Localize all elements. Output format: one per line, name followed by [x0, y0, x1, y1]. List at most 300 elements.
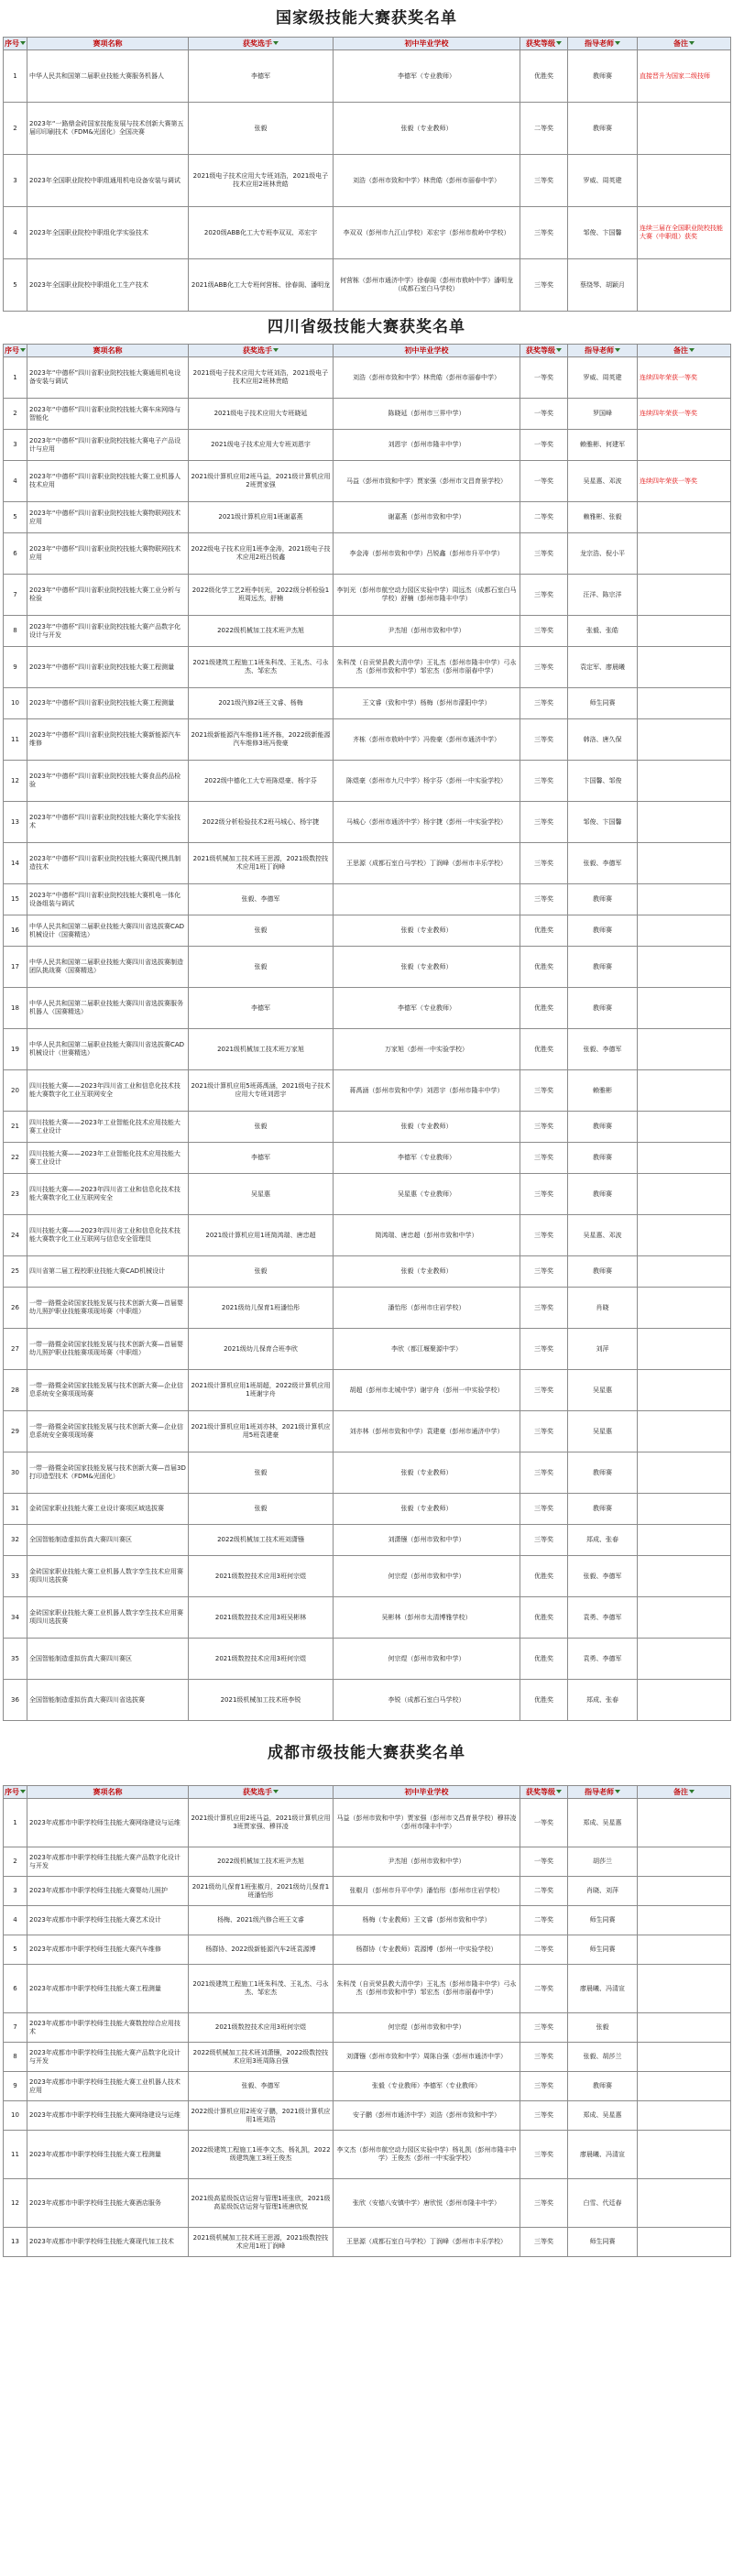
chengdu-award-table	[3, 1785, 731, 2257]
event-name: 2023年成都市中职学校师生技能大赛工程测量	[27, 1965, 189, 2013]
instructor: 卞国馨、邹俊	[568, 761, 638, 802]
middle-school: 张毅（专业教师）	[334, 1452, 520, 1494]
award-level: 一等奖	[520, 430, 568, 461]
middle-school	[334, 884, 520, 915]
table-row	[4, 2043, 731, 2072]
event-name: 2023年成都市中职学校师生技能大赛工程测量	[27, 2131, 189, 2179]
table-row	[4, 1799, 731, 1847]
award-level: 三等奖	[520, 1411, 568, 1452]
event-name: 2023年全国职业院校中职组化工生产技术	[27, 259, 189, 312]
winner-name: 李德军	[189, 50, 334, 103]
col-index-header	[4, 38, 27, 50]
row-index: 7	[4, 575, 27, 616]
remark	[638, 1906, 731, 1935]
winner-name: 2021级电子技术应用大专班刘浩，2021级电子技术应用2班林贵皓	[189, 155, 334, 207]
award-level: 优胜奖	[520, 947, 568, 988]
table-row	[4, 1143, 731, 1174]
instructor: 教师赛	[568, 103, 638, 155]
filter-dropdown-icon[interactable]	[689, 348, 695, 352]
row-index: 20	[4, 1070, 27, 1112]
table-row	[4, 688, 731, 719]
event-name: 四川技能大赛——2023年四川省工业和信息化技术技能大赛数字化工业互联网与信息安全管理员	[27, 1215, 189, 1256]
instructor: 郑成、张春	[568, 1525, 638, 1556]
col-event-header: 赛项名称	[27, 1786, 189, 1799]
col-level-header	[520, 345, 568, 357]
award-level: 二等奖	[520, 1935, 568, 1965]
winner-name: 2022级中德化工大专班陈煜豪、杨宇芬	[189, 761, 334, 802]
middle-school: 王思源（成都石室白马学校）丁润峰（彭州市丰乐学校）	[334, 843, 520, 884]
row-index: 11	[4, 2131, 27, 2179]
event-name: 2023年成都市中职学校师生技能大赛网络建设与运维	[27, 1799, 189, 1847]
winner-name: 张毅	[189, 1494, 334, 1525]
winner-name: 2021级幼儿保育1班潘怡彤	[189, 1288, 334, 1329]
row-index: 35	[4, 1639, 27, 1680]
row-index: 12	[4, 761, 27, 802]
middle-school: 李德军（专业教师）	[334, 988, 520, 1029]
award-level: 三等奖	[520, 2101, 568, 2131]
event-name: 四川技能大赛——2023年四川省工业和信息化技术技能大赛数字化工业互联网安全	[27, 1070, 189, 1112]
row-index: 14	[4, 843, 27, 884]
row-index: 8	[4, 616, 27, 647]
award-level: 三等奖	[520, 1215, 568, 1256]
winner-name: 2021级电子技术应用大专班刘浩，2021级电子技术应用2班林贵皓	[189, 357, 334, 399]
row-index: 12	[4, 2179, 27, 2228]
winner-name: 2021级计算机应用2班马益，2021级计算机应用3班贾家强、穆祥凌	[189, 1799, 334, 1847]
filter-dropdown-icon[interactable]	[273, 41, 279, 45]
winner-name: 2022级建筑工程施工1班李文杰、杨礼凯，2022级建筑施工3班王俊杰	[189, 2131, 334, 2179]
row-index: 13	[4, 2228, 27, 2257]
table-row	[4, 50, 731, 103]
winner-name: 李德军	[189, 1143, 334, 1174]
row-index: 2	[4, 399, 27, 430]
table-row	[4, 1906, 731, 1935]
middle-school: 李锐（成都石室白马学校）	[334, 1680, 520, 1721]
award-level: 二等奖	[520, 1877, 568, 1906]
winner-name: 2022级机械加工技术班尹杰旭	[189, 1847, 334, 1877]
remark	[638, 2013, 731, 2043]
remark	[638, 2101, 731, 2131]
award-level: 一等奖	[520, 357, 568, 399]
award-level: 三等奖	[520, 2131, 568, 2179]
row-index: 25	[4, 1256, 27, 1288]
instructor: 师生同赛	[568, 1935, 638, 1965]
header-label: 备注	[673, 38, 688, 48]
award-level: 三等奖	[520, 2179, 568, 2228]
filter-dropdown-icon[interactable]	[20, 1790, 26, 1793]
remark	[638, 103, 731, 155]
award-level: 三等奖	[520, 719, 568, 761]
row-index: 32	[4, 1525, 27, 1556]
table-row	[4, 802, 731, 843]
filter-dropdown-icon[interactable]	[615, 1790, 620, 1793]
remark	[638, 761, 731, 802]
award-level: 一等奖	[520, 461, 568, 502]
row-index: 13	[4, 802, 27, 843]
middle-school: 谢嘉燕（彭州市致和中学）	[334, 502, 520, 533]
table-row	[4, 1525, 731, 1556]
middle-school: 马城心（彭州市通济中学）杨宇捷（彭州一中实验学校）	[334, 802, 520, 843]
filter-dropdown-icon[interactable]	[556, 1790, 562, 1793]
row-index: 11	[4, 719, 27, 761]
award-level: 优胜奖	[520, 1680, 568, 1721]
chengdu-section-title: 成都市级技能大赛获奖名单	[268, 1744, 465, 1762]
award-level: 一等奖	[520, 399, 568, 430]
middle-school: 张毅（专业教师）	[334, 103, 520, 155]
instructor: 罗威、周英建	[568, 155, 638, 207]
remark	[638, 843, 731, 884]
winner-name: 2021级幼儿保育1班张椒月，2021级幼儿保育1班潘怡彤	[189, 1877, 334, 1906]
instructor: 蔡绕琴、胡颖月	[568, 259, 638, 312]
winner-name: 李德军	[189, 988, 334, 1029]
row-index: 7	[4, 2013, 27, 2043]
remark	[638, 988, 731, 1029]
remark	[638, 1525, 731, 1556]
row-index: 28	[4, 1370, 27, 1411]
event-name: 2023年全国职业院校中职组化学实验技术	[27, 207, 189, 259]
award-level: 优胜奖	[520, 988, 568, 1029]
award-level: 三等奖	[520, 2043, 568, 2072]
award-level: 三等奖	[520, 259, 568, 312]
col-school-header: 初中毕业学校	[334, 345, 520, 357]
instructor: 张毅	[568, 2013, 638, 2043]
remark	[638, 947, 731, 988]
award-level: 优胜奖	[520, 1556, 568, 1597]
award-level: 三等奖	[520, 1452, 568, 1494]
winner-name: 2021级高星级饭店运营与管理1班张欣，2021级高星级饭店运营与管理1班唐欣悦	[189, 2179, 334, 2228]
winner-name: 2021级建筑工程施工1班朱科茂、王礼杰、弓永杰、邹宏杰	[189, 1965, 334, 2013]
remark	[638, 884, 731, 915]
sichuan-award-table	[3, 344, 731, 1721]
table-row	[4, 761, 731, 802]
award-level: 二等奖	[520, 1965, 568, 2013]
row-index: 16	[4, 915, 27, 947]
table-row	[4, 259, 731, 312]
remark	[638, 1494, 731, 1525]
middle-school: 马益（彭州市致和中学）贾家强（彭州市文昌育景学校）穆祥凌（彭州市隆丰中学）	[334, 1799, 520, 1847]
event-name: 2023年“中德杯”四川省职业院校技能大赛新能源汽车维修	[27, 719, 189, 761]
instructor: 郑成、张春	[568, 1680, 638, 1721]
remark: 连续四年荣获一等奖	[638, 461, 731, 502]
remark	[638, 1288, 731, 1329]
winner-name: 2021级ABB化工大专班何营栋、徐春阁、潘明龙	[189, 259, 334, 312]
award-level: 三等奖	[520, 647, 568, 688]
instructor: 罗国峰	[568, 399, 638, 430]
row-index: 9	[4, 647, 27, 688]
middle-school: 蒋禹涵（彭州市致和中学）刘恩宇（彭州市隆丰中学）	[334, 1070, 520, 1112]
winner-name: 2020级ABB化工大专班李双双、邓宏宇	[189, 207, 334, 259]
remark	[638, 616, 731, 647]
table-row	[4, 461, 731, 502]
table-row	[4, 947, 731, 988]
remark	[638, 1256, 731, 1288]
middle-school: 简鸿瑞、唐忠超（彭州市致和中学）	[334, 1215, 520, 1256]
table-row	[4, 1215, 731, 1256]
middle-school: 杨群协（专业教师）袁源博（彭州一中实验学校）	[334, 1935, 520, 1965]
winner-name: 2021级计算机应用2班马益，2021级计算机应用2班贾家强	[189, 461, 334, 502]
table-row	[4, 399, 731, 430]
event-name: 一带一路暨金砖国家技能发展与技术创新大赛—首届婴幼儿照护职业技能赛项现场赛（中职组）	[27, 1288, 189, 1329]
col-index-header	[4, 1786, 27, 1799]
instructor: 赖雅彬、张毅	[568, 502, 638, 533]
instructor: 教师赛	[568, 50, 638, 103]
remark	[638, 915, 731, 947]
filter-dropdown-icon[interactable]	[615, 41, 620, 45]
filter-dropdown-icon[interactable]	[273, 348, 279, 352]
winner-name: 2021级机械加工技术班王思源，2021级数控技术应用1班丁润峰	[189, 843, 334, 884]
event-name: 一带一路暨金砖国家技能发展与技术创新大赛—首届婴幼儿照护职业技能赛项现场赛（中职组）	[27, 1329, 189, 1370]
row-index: 29	[4, 1411, 27, 1452]
header-label: 指导老师	[585, 38, 614, 48]
instructor: 师生同赛	[568, 2228, 638, 2257]
row-index: 1	[4, 357, 27, 399]
filter-dropdown-icon[interactable]	[556, 348, 562, 352]
winner-name: 2022级计算机应用2班安子鹏，2021级计算机应用1班刘浩	[189, 2101, 334, 2131]
header-label: 序号	[5, 38, 19, 48]
remark	[638, 1877, 731, 1906]
remark	[638, 1143, 731, 1174]
col-event-header: 赛项名称	[27, 345, 189, 357]
instructor: 赖雅彬	[568, 1070, 638, 1112]
instructor: 张毅、李德军	[568, 1556, 638, 1597]
middle-school: 陈晓延（彭州市三界中学）	[334, 399, 520, 430]
middle-school: 张毅（专业教师）	[334, 1112, 520, 1143]
instructor: 肖晓	[568, 1288, 638, 1329]
table-row	[4, 616, 731, 647]
middle-school: 李德军（专业教师）	[334, 50, 520, 103]
filter-dropdown-icon[interactable]	[689, 41, 695, 45]
winner-name: 2021级机械加工技术班李锐	[189, 1680, 334, 1721]
row-index: 15	[4, 884, 27, 915]
instructor: 刘萍	[568, 1329, 638, 1370]
remark	[638, 2043, 731, 2072]
middle-school: 李双双（彭州市九江山学校）邓宏宇（彭州市敖岭中学校）	[334, 207, 520, 259]
award-level: 三等奖	[520, 155, 568, 207]
row-index: 18	[4, 988, 27, 1029]
table-row	[4, 1070, 731, 1112]
instructor: 肖晓、刘萍	[568, 1877, 638, 1906]
header-label: 获奖选手	[243, 345, 272, 355]
middle-school: 朱科茂（自贡荣县教大清中学）王礼杰（彭州市隆丰中学）弓永杰（彭州市致和中学）邹宏杰（彭州市丽春中学）	[334, 1965, 520, 2013]
winner-name: 2021级电子技术应用大专班刘恩宇	[189, 430, 334, 461]
instructor: 胡莎兰	[568, 1847, 638, 1877]
event-name: 四川技能大赛——2023年工业智能化技术应用技能大赛工业设计	[27, 1143, 189, 1174]
winner-name: 张毅、李德军	[189, 884, 334, 915]
event-name: 2023年成都市中职学校师生技能大赛网络建设与运维	[27, 2101, 189, 2131]
table-row	[4, 2179, 731, 2228]
middle-school: 朱科茂（自贡荣县教大清中学）王礼杰（彭州市隆丰中学）弓永杰（彭州市致和中学）邹宏杰（彭州市丽春中学）	[334, 647, 520, 688]
table-row	[4, 2228, 731, 2257]
table-row	[4, 1597, 731, 1639]
col-winner-header	[189, 38, 334, 50]
instructor: 教师赛	[568, 1174, 638, 1215]
filter-dropdown-icon[interactable]	[615, 348, 620, 352]
event-name: 2023年全国职业院校中职组通用机电设备安装与调试	[27, 155, 189, 207]
filter-dropdown-icon[interactable]	[556, 41, 562, 45]
filter-dropdown-icon[interactable]	[273, 1790, 279, 1793]
award-level: 三等奖	[520, 761, 568, 802]
winner-name: 2021级汽修2班王文睿、杨梅	[189, 688, 334, 719]
winner-name: 2022级机械加工技术班刘潇镪，2022级数控技术应用3班周陈自强	[189, 2043, 334, 2072]
table-row	[4, 533, 731, 575]
award-level: 三等奖	[520, 1288, 568, 1329]
middle-school: 何宗煜（彭州市致和中学）	[334, 1639, 520, 1680]
winner-name: 2021级数控技术应用3班何宗煜	[189, 1639, 334, 1680]
row-index: 3	[4, 430, 27, 461]
award-level: 二等奖	[520, 1906, 568, 1935]
award-level: 三等奖	[520, 884, 568, 915]
row-index: 30	[4, 1452, 27, 1494]
middle-school: 李钊光（彭州市航空动力园区实验中学）周远杰（成都石室白马学校）舒楠（彭州市隆丰中学）	[334, 575, 520, 616]
national-table-body	[4, 50, 731, 312]
row-index: 36	[4, 1680, 27, 1721]
winner-name: 2021级计算机应用1班刘亦林，2021级计算机应用5班袁建豪	[189, 1411, 334, 1452]
header-label: 备注	[673, 345, 688, 355]
instructor: 教师赛	[568, 1112, 638, 1143]
event-name: 2023年“一路鼎金砖国家技能发展与技术创新大赛第五届印印刷技术（FDM&光固化）全国决赛	[27, 103, 189, 155]
event-name: 四川技能大赛——2023年四川省工业和信息化技术技能大赛数字化工业互联网安全	[27, 1174, 189, 1215]
award-level: 三等奖	[520, 1256, 568, 1288]
winner-name: 杨群协、2022级新能源汽车2班袁源博	[189, 1935, 334, 1965]
remark	[638, 1112, 731, 1143]
instructor: 袁勇、李德军	[568, 1597, 638, 1639]
row-index: 2	[4, 103, 27, 155]
remark	[638, 2228, 731, 2257]
winner-name: 2022级机械加工技术班刘潇镪	[189, 1525, 334, 1556]
award-level: 三等奖	[520, 1143, 568, 1174]
remark	[638, 1556, 731, 1597]
filter-dropdown-icon[interactable]	[689, 1790, 695, 1793]
winner-name: 2021级新能源汽车维修1班齐栋，2022级新能源汽车维修3班冯俊豪	[189, 719, 334, 761]
remark	[638, 719, 731, 761]
row-index: 6	[4, 533, 27, 575]
winner-name: 2021级计算机应用5班蒋禹涵，2021级电子技术应用大专班刘恩宇	[189, 1070, 334, 1112]
middle-school: 何营栋（彭州市通济中学）徐春阁（彭州市敖岭中学）潘明龙（成都石室白马学校）	[334, 259, 520, 312]
header-label: 序号	[5, 345, 19, 355]
table-row	[4, 103, 731, 155]
col-note-header	[638, 345, 731, 357]
instructor: 吴星惠、邓波	[568, 1215, 638, 1256]
filter-dropdown-icon[interactable]	[20, 348, 26, 352]
row-index: 8	[4, 2043, 27, 2072]
middle-school: 杨梅（专业教师）王文睿（彭州市致和中学）	[334, 1906, 520, 1935]
col-event-header: 赛项名称	[27, 38, 189, 50]
event-name: 金砖国家职业技能大赛工业设计赛项区域选拔赛	[27, 1494, 189, 1525]
table-row	[4, 1556, 731, 1597]
remark	[638, 1411, 731, 1452]
award-level: 三等奖	[520, 2013, 568, 2043]
table-row	[4, 502, 731, 533]
event-name: 一带一路暨金砖国家技能发展与技术创新大赛—首届3D打印造型技术（FDM&光固化）	[27, 1452, 189, 1494]
middle-school: 吴星惠（专业教师）	[334, 1174, 520, 1215]
col-teacher-header	[568, 345, 638, 357]
instructor: 师生同赛	[568, 688, 638, 719]
instructor: 韩洛、唐久保	[568, 719, 638, 761]
instructor: 袁勇、李德军	[568, 1639, 638, 1680]
middle-school: 张毅（专业教师）李德军（专业教师）	[334, 2072, 520, 2101]
award-level: 三等奖	[520, 1112, 568, 1143]
remark	[638, 1070, 731, 1112]
middle-school: 刘浩（彭州市致和中学）林贵皓（彭州市丽春中学）	[334, 155, 520, 207]
event-name: 四川省第二届工程校职业技能大赛CAD机械设计	[27, 1256, 189, 1288]
remark	[638, 1965, 731, 2013]
table-row	[4, 1494, 731, 1525]
award-level: 三等奖	[520, 533, 568, 575]
row-index: 4	[4, 1906, 27, 1935]
event-name: 2023年成都市中职学校师生技能大赛婴幼儿照护	[27, 1877, 189, 1906]
winner-name: 2022级机械加工技术班尹杰旭	[189, 616, 334, 647]
instructor: 赖雅彬、何建军	[568, 430, 638, 461]
event-name: 2023年“中德杯”四川省职业院校技能大赛产品数字化设计与开发	[27, 616, 189, 647]
remark	[638, 802, 731, 843]
event-name: 2023年“中德杯”四川省职业院校技能大赛工程测量	[27, 688, 189, 719]
col-school-header: 初中毕业学校	[334, 1786, 520, 1799]
row-index: 1	[4, 1799, 27, 1847]
middle-school: 王思源（成都石室白马学校）丁润峰（彭州市丰乐学校）	[334, 2228, 520, 2257]
table-row	[4, 1935, 731, 1965]
instructor: 罗威、周英建	[568, 357, 638, 399]
winner-name: 2021级数控技术应用3班吴彬林	[189, 1597, 334, 1639]
event-name: 2023年成都市中职学校师生技能大赛现代加工技术	[27, 2228, 189, 2257]
remark	[638, 1639, 731, 1680]
award-level: 一等奖	[520, 1799, 568, 1847]
instructor: 廖晨曦、冯清宣	[568, 2131, 638, 2179]
table-row	[4, 1174, 731, 1215]
filter-dropdown-icon[interactable]	[20, 41, 26, 45]
remark	[638, 1215, 731, 1256]
award-level: 三等奖	[520, 575, 568, 616]
remark	[638, 259, 731, 312]
row-index: 5	[4, 1935, 27, 1965]
middle-school: 万家旭（彭州一中实验学校）	[334, 1029, 520, 1070]
row-index: 5	[4, 259, 27, 312]
award-level: 三等奖	[520, 2072, 568, 2101]
event-name: 2023年“中德杯”四川省职业院校技能大赛现代模具制造技术	[27, 843, 189, 884]
award-level: 一等奖	[520, 1847, 568, 1877]
table-row	[4, 2072, 731, 2101]
event-name: 2023年“中德杯”四川省职业院校技能大赛机电一体化设备组装与调试	[27, 884, 189, 915]
table-row	[4, 915, 731, 947]
row-index: 6	[4, 1965, 27, 2013]
event-name: 全国智能制造虚拟仿真大赛四川赛区	[27, 1639, 189, 1680]
event-name: 一带一路暨金砖国家技能发展与技术创新大赛—企业信息系统安全赛项现场赛	[27, 1411, 189, 1452]
middle-school: 李金涛（彭州市致和中学）吕锐鑫（彭州市升平中学）	[334, 533, 520, 575]
award-level: 三等奖	[520, 207, 568, 259]
header-label: 获奖等级	[526, 38, 555, 48]
table-row	[4, 1965, 731, 2013]
table-row	[4, 430, 731, 461]
middle-school: 刘潇镪（彭州市致和中学）周陈自强（彭州市通济中学）	[334, 2043, 520, 2072]
middle-school: 陈煜豪（彭州市九尺中学）杨宇芬（彭州一中实验学校）	[334, 761, 520, 802]
instructor: 白雪、代廷春	[568, 2179, 638, 2228]
winner-name: 2021级机械加工技术班王思源，2021级数控技术应用1班丁润峰	[189, 2228, 334, 2257]
middle-school: 刘潇镪（彭州市致和中学）	[334, 1525, 520, 1556]
table-row	[4, 1329, 731, 1370]
instructor: 张毅、李德军	[568, 843, 638, 884]
event-name: 2023年成都市中职学校师生技能大赛产品数字化设计与开发	[27, 2043, 189, 2072]
event-name: 2023年成都市中职学校师生技能大赛数控综合应用技术	[27, 2013, 189, 2043]
remark	[638, 575, 731, 616]
award-level: 二等奖	[520, 502, 568, 533]
chengdu-table-header	[4, 1786, 731, 1799]
award-level: 三等奖	[520, 616, 568, 647]
col-index-header	[4, 345, 27, 357]
award-level: 优胜奖	[520, 50, 568, 103]
middle-school: 张欣（安德八安镇中学）唐欣悦（彭州市隆丰中学）	[334, 2179, 520, 2228]
table-row	[4, 2013, 731, 2043]
remark	[638, 1847, 731, 1877]
winner-name: 2021级数控技术应用3班何宗煜	[189, 2013, 334, 2043]
col-level-header	[520, 1786, 568, 1799]
